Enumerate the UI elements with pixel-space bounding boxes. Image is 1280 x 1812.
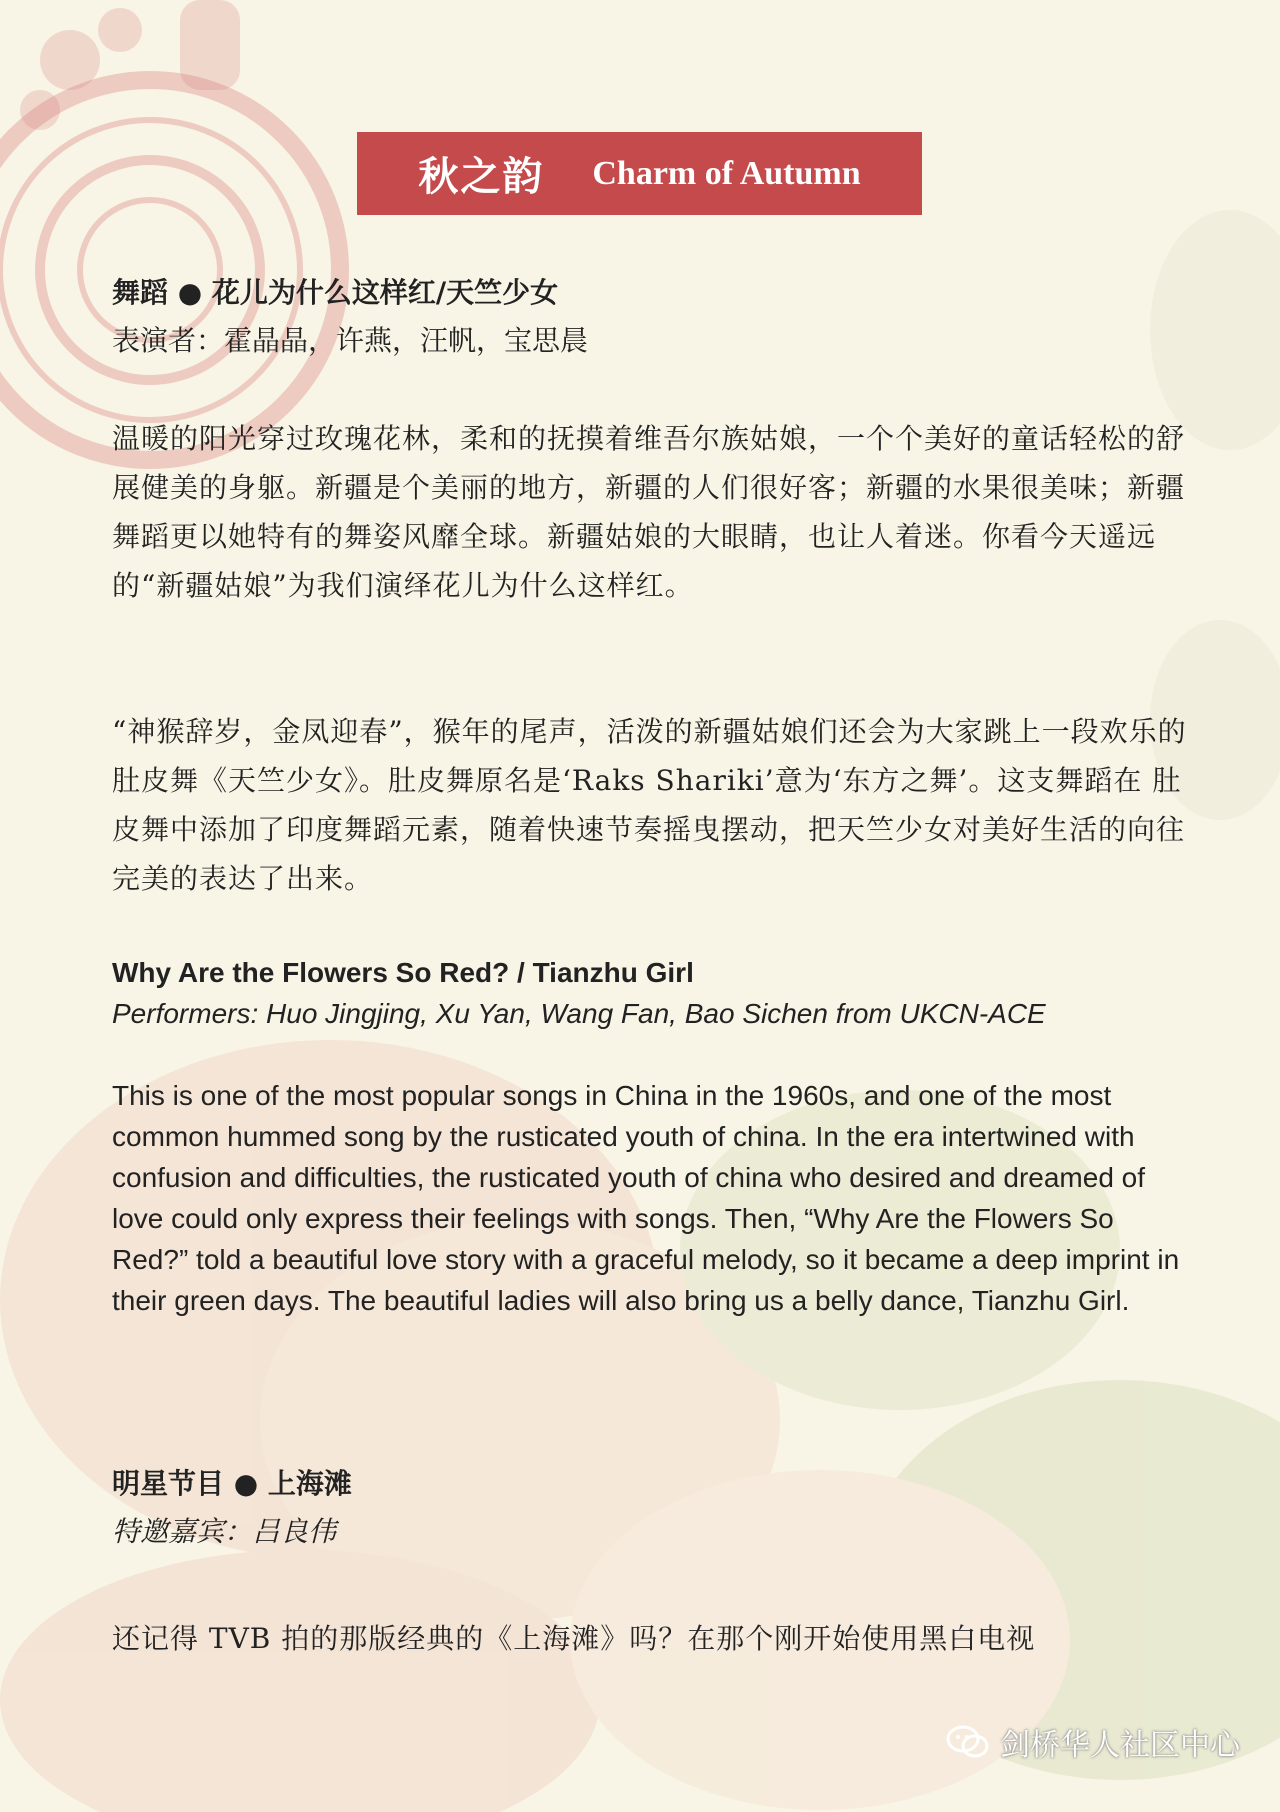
section1-para2-block bbox=[112, 707, 1192, 903]
section1-header bbox=[112, 269, 1192, 365]
section1-para1-block bbox=[112, 414, 1192, 610]
section1-en-performers: Performers: Huo Jingjing, Xu Yan, Wang Fan, Bao Sichen from UKCN-ACE bbox=[112, 998, 1046, 1029]
section2-title: 明星节目 ● 上海滩 bbox=[112, 1467, 352, 1500]
wechat-icon bbox=[946, 1724, 990, 1760]
section1-performers: 表演者：霍晶晶，许燕，汪帆，宝思晨 bbox=[112, 324, 589, 357]
section1-title: 舞蹈 ● 花儿为什么这样红/天竺少女 bbox=[112, 276, 559, 309]
banner-zh-title: 秋之韵 bbox=[418, 153, 545, 200]
section2-guest: 特邀嘉宾：吕良伟 bbox=[112, 1515, 337, 1548]
section1-en-para: This is one of the most popular songs in China in the 1960s, and one of the most common hummed song by the rusticated youth of china. In the era intertwined with confusion and difficulties, the rusticated youth of china who desired and dreamed of love could only express their feelings with songs. Then, “Why Are the Flowers So Red?” told a beautiful love story with a graceful melody, so it became a deep imprint in their green days. The beautiful ladies will also bring us a belly dance, Tianzhu Girl. bbox=[112, 1080, 1180, 1316]
section-banner bbox=[357, 132, 922, 215]
section2-para-block bbox=[112, 1614, 1192, 1663]
section2-header bbox=[112, 1460, 1192, 1556]
section1-en-header bbox=[112, 952, 1192, 1034]
section1-en-title: Why Are the Flowers So Red? / Tianzhu Girl bbox=[112, 957, 694, 988]
watermark bbox=[946, 1720, 1240, 1764]
watermark-text: 剑桥华人社区中心 bbox=[1000, 1728, 1240, 1763]
section1-para1: 温暖的阳光穿过玫瑰花林，柔和的抚摸着维吾尔族姑娘，一个个美好的童话轻松的舒展健美的身躯。新疆是个美丽的地方，新疆的人们很好客；新疆的水果很美味；新疆舞蹈更以她特有的舞姿风靡全球。新疆姑娘的大眼睛，也让人着迷。你看今天遥远的“新疆姑娘”为我们演绎花儿为什么这样红。 bbox=[112, 422, 1186, 602]
section2-para: 还记得 TVB 拍的那版经典的《上海滩》吗？在那个刚开始使用黑白电视 bbox=[112, 1622, 1036, 1655]
section1-para2: “神猴辞岁，金凤迎春”，猴年的尾声，活泼的新疆姑娘们还会为大家跳上一段欢乐的肚皮舞《天竺少女》。肚皮舞原名是‘Raks Shariki’意为‘东方之舞’。这支舞蹈在 肚皮舞中添加了印度舞蹈元素，随着快速节奏摇曳摆动，把天竺少女对美好生活的向往完美的表达了出来。 bbox=[112, 715, 1187, 895]
banner-en-title: Charm of Autumn bbox=[592, 154, 861, 192]
section1-en-para-block bbox=[112, 1075, 1192, 1321]
